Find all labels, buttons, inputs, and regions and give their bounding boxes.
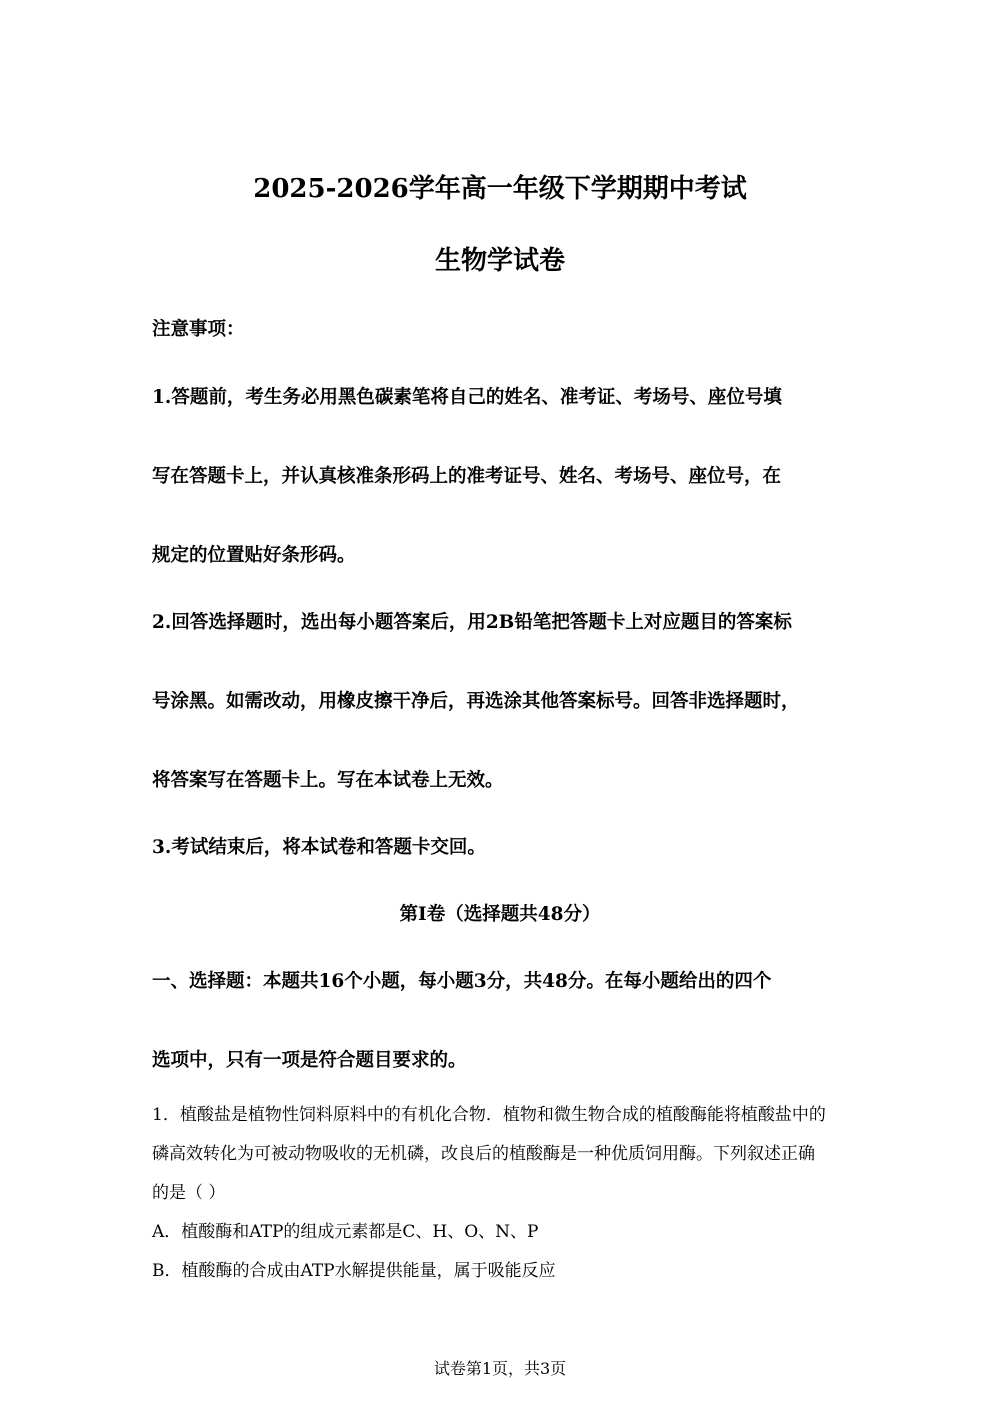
notice-line: 3.考试结束后，将本试卷和答题卡交回。 [152, 837, 486, 858]
notice-line: 写在答题卡上，并认真核准条形码上的准考证号、姓名、考场号、座位号，在 [152, 466, 782, 487]
notice-line: 2.回答选择题时，选出每小题答案后，用2B铅笔把答题卡上对应题目的答案标 [152, 612, 792, 633]
part-one-instruction: 选项中，只有一项是符合题目要求的。 [152, 1050, 467, 1071]
page-footer: 试卷第1页，共3页 [433, 1359, 567, 1378]
section-title: 第I卷（选择题共48分） [399, 904, 601, 925]
question-option-b: B．植酸酶的合成由ATP水解提供能量，属于吸能反应 [152, 1261, 556, 1281]
exam-title: 2025-2026学年高一年级下学期期中考试 [253, 174, 747, 204]
notice-heading: 注意事项： [152, 319, 245, 340]
notice-line: 规定的位置贴好条形码。 [152, 545, 356, 566]
question-stem: 的是（ ） [152, 1183, 226, 1203]
notice-line: 号涂黑。如需改动，用橡皮擦干净后，再选涂其他答案标号。回答非选择题时， [152, 691, 800, 712]
question-option-a: A．植酸酶和ATP的组成元素都是C、H、O、N、P [152, 1222, 539, 1242]
part-one-instruction: 一、选择题：本题共16个小题，每小题3分，共48分。在每小题给出的四个 [152, 971, 772, 992]
exam-subtitle: 生物学试卷 [434, 246, 565, 276]
question-stem: 磷高效转化为可被动物吸收的无机磷，改良后的植酸酶是一种优质饲用酶。下列叙述正确 [152, 1144, 815, 1164]
notice-line: 1.答题前，考生务必用黑色碳素笔将自己的姓名、准考证、考场号、座位号填 [152, 387, 782, 408]
question-stem: 1．植酸盐是植物性饲料原料中的有机化合物．植物和微生物合成的植酸酶能将植酸盐中的 [152, 1105, 826, 1125]
notice-line: 将答案写在答题卡上。写在本试卷上无效。 [152, 770, 504, 791]
